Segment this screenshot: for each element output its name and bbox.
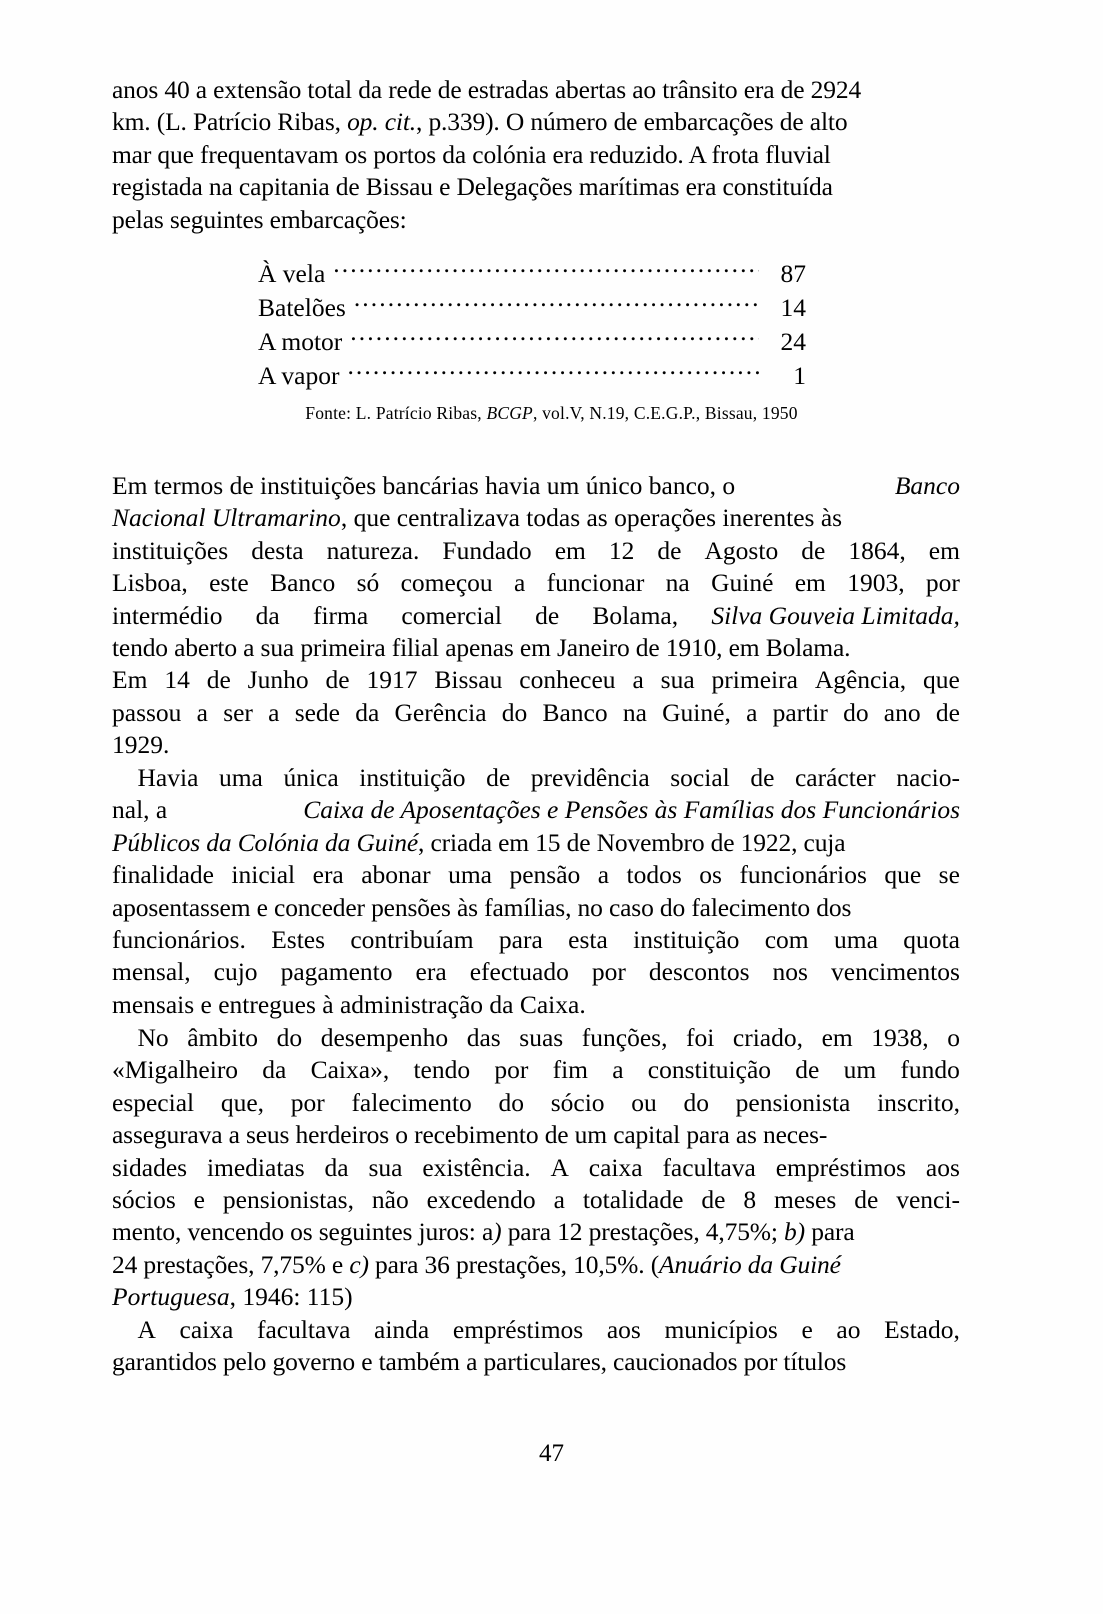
w: pensionista	[735, 1087, 851, 1117]
w: do	[501, 697, 528, 727]
w: falecimento	[351, 1087, 472, 1117]
w: esta	[568, 924, 608, 954]
paragraph-2	[112, 470, 960, 762]
w: era	[415, 957, 447, 987]
w: a	[196, 697, 208, 727]
line-text: nal, a	[112, 795, 174, 825]
vessel-label: A vapor	[258, 360, 340, 390]
w: caixa	[179, 1315, 234, 1344]
vessel-list	[258, 256, 806, 392]
w: passou	[112, 697, 182, 727]
w: desempenho	[320, 1023, 449, 1052]
w: do	[276, 1023, 303, 1052]
w: era	[312, 860, 344, 890]
w: a	[746, 697, 758, 727]
w: um	[843, 1055, 877, 1085]
source-note-prefix: Fonte: L. Patrício Ribas,	[305, 403, 487, 423]
caixa-name-part2: Públicos da Colónia da Guiné	[112, 827, 419, 857]
w: do	[498, 1087, 524, 1117]
paragraph-4-line-3	[112, 1087, 960, 1119]
w: comercial	[401, 600, 502, 630]
w: âmbito	[187, 1023, 259, 1052]
w: sidades	[112, 1152, 188, 1182]
w: em	[554, 535, 586, 565]
list-item	[258, 256, 806, 290]
w: na	[622, 697, 647, 727]
dot-leader	[354, 290, 759, 316]
w: a	[597, 860, 610, 890]
w: previdência	[530, 763, 650, 792]
paragraph-2-line-2	[112, 502, 960, 534]
w: de	[325, 665, 350, 695]
w: não	[371, 1184, 409, 1214]
w: Guiné,	[662, 697, 731, 727]
line-text: mento, vencendo os seguintes juros: a	[112, 1217, 494, 1247]
paragraph-2-line-3	[112, 535, 960, 567]
w: para	[498, 924, 543, 954]
paragraph-1	[112, 74, 960, 236]
w: e	[193, 1184, 205, 1214]
w: Guiné	[711, 568, 774, 598]
source-note-journal: BCGP	[486, 403, 533, 423]
w: da	[355, 697, 380, 727]
w: os	[699, 860, 722, 890]
vessel-count: 14	[780, 292, 806, 322]
vessel-label: À vela	[258, 258, 326, 288]
vessel-label: Batelões	[258, 292, 346, 322]
paragraph-3-line-3	[112, 827, 960, 859]
w: funcionários.	[112, 924, 246, 954]
w: a	[612, 1055, 624, 1085]
w: só	[356, 568, 380, 598]
line-text: Em termos de instituições bancárias havia um único banco, o	[112, 471, 742, 500]
w: mensal,	[112, 957, 191, 987]
paragraph-3-line-1	[112, 762, 960, 794]
w: empréstimos	[452, 1315, 584, 1344]
dot-leader	[333, 256, 759, 282]
w: do	[683, 1087, 709, 1117]
line-text: , p.339). O número de embarcações de alto	[416, 107, 848, 137]
w: pagamento	[280, 957, 393, 987]
paragraph-5-line-2: garantidos pelo governo e também a particulares, caucionados por títulos	[112, 1347, 847, 1377]
w: em	[794, 568, 826, 598]
w: fundo	[900, 1055, 960, 1085]
w: imediatas	[206, 1152, 305, 1182]
clause-marker-b: b)	[784, 1217, 805, 1247]
w: sócios	[112, 1184, 176, 1214]
w: começou	[400, 568, 493, 598]
source-note-suffix: , vol.V, N.19, C.E.G.P., Bissau, 1950	[532, 403, 798, 423]
w: abonar	[361, 860, 431, 890]
w: firma	[312, 600, 369, 630]
w: a	[268, 697, 280, 727]
w: inicial	[231, 860, 296, 890]
w: uma	[833, 924, 878, 954]
w: meses	[773, 1184, 837, 1214]
line-text: 24 prestações, 7,75% e	[112, 1249, 350, 1279]
w: da	[255, 600, 280, 630]
w: Havia	[112, 763, 199, 792]
w: finalidade	[112, 860, 214, 890]
clause-marker-c: c)	[349, 1249, 369, 1279]
w: única	[283, 763, 339, 792]
caixa-name-part1: Caixa de Aposentações e Pensões às Famílias dos Funcionários	[303, 795, 960, 825]
w: «Migalheiro	[112, 1055, 239, 1085]
w: este	[209, 568, 249, 598]
w: funcionários	[739, 860, 867, 890]
w: primeira	[711, 665, 798, 695]
w: Bolama,	[592, 600, 679, 630]
w: suas	[519, 1023, 564, 1052]
w: Bissau	[434, 665, 503, 695]
paragraph-2-line-6: tendo aberto a sua primeira filial apenas em Janeiro de 1910, em Bolama.	[112, 632, 851, 662]
w: sua	[660, 665, 695, 695]
w: foi	[686, 1023, 715, 1052]
w: No	[112, 1023, 169, 1052]
w: de	[795, 1055, 820, 1085]
reference-title-part1: Anuário da Guiné	[659, 1249, 841, 1279]
w: A	[550, 1152, 569, 1182]
w: natureza.	[326, 535, 420, 565]
w: instituições	[112, 535, 229, 565]
w: instituição	[359, 763, 466, 792]
w: ou	[631, 1087, 657, 1117]
w: da	[324, 1152, 349, 1182]
w: Junho	[247, 665, 309, 695]
w: o	[947, 1023, 960, 1052]
paragraph-4-line-6	[112, 1184, 960, 1216]
w: e	[801, 1315, 813, 1344]
w: funcionar	[546, 568, 645, 598]
paragraph-4-line-2	[112, 1054, 960, 1086]
w: de	[535, 600, 560, 630]
w: contribuíam	[350, 924, 474, 954]
w: facultava	[662, 1152, 756, 1182]
w: tendo	[413, 1055, 471, 1085]
w: a	[553, 1184, 565, 1214]
list-item	[258, 358, 806, 392]
w: de	[750, 763, 775, 792]
firm-name: Silva Gouveia Limitada,	[711, 600, 960, 630]
w: em	[821, 1023, 853, 1052]
w: ainda	[374, 1315, 430, 1344]
paragraph-1-line-2	[112, 106, 960, 138]
w: especial	[112, 1087, 195, 1117]
vessel-count: 1	[793, 360, 806, 390]
w: ao	[836, 1315, 861, 1344]
w: 1917	[366, 665, 418, 695]
paragraph-1-line-3: mar que frequentavam os portos da colónia era reduzido. A frota fluvial	[112, 139, 831, 169]
paragraph-2-line-7	[112, 664, 960, 696]
w: caixa	[588, 1152, 643, 1182]
w: instituição	[633, 924, 740, 954]
line-text: km. (L. Patrício Ribas,	[112, 107, 348, 137]
w: por	[290, 1087, 325, 1117]
w: empréstimos	[775, 1152, 907, 1182]
dot-leader	[350, 324, 759, 350]
paragraph-4-line-9	[112, 1281, 960, 1313]
w: 1864,	[848, 535, 906, 565]
w: que,	[220, 1087, 265, 1117]
paragraph-3-line-5: aposentassem e conceder pensões às famílias, no caso do falecimento dos	[112, 892, 852, 922]
w: a	[513, 568, 526, 598]
line-text: , que centralizava todas as operações inerentes às	[340, 503, 843, 533]
paragraph-1-line-4: registada na capitania de Bissau e Delegações marítimas era constituída	[112, 172, 833, 202]
w: A	[112, 1315, 156, 1344]
w: em	[928, 535, 960, 565]
paragraph-3-line-2	[112, 794, 960, 826]
w: Gerência	[394, 697, 487, 727]
w: 1938,	[871, 1023, 929, 1052]
reference-title-part2: Portuguesa	[112, 1282, 230, 1312]
w: Estado,	[884, 1315, 960, 1344]
w: venci-	[896, 1184, 960, 1214]
w: que	[923, 665, 960, 695]
line-text: para 12 prestações, 4,75%;	[501, 1217, 785, 1247]
w: intermédio	[112, 600, 223, 630]
w: por	[494, 1055, 529, 1085]
paragraph-4-line-7	[112, 1216, 960, 1248]
w: Caixa»,	[310, 1055, 390, 1085]
w: das	[466, 1023, 501, 1052]
w: uma	[448, 860, 492, 890]
w: a	[632, 665, 644, 695]
vessel-count: 24	[780, 326, 806, 356]
w: da	[262, 1055, 287, 1085]
page-number: 47	[539, 1440, 564, 1467]
w: vencimentos	[831, 957, 960, 987]
w: que	[884, 860, 922, 890]
paragraph-2-line-1	[112, 470, 960, 502]
paragraph-3-line-7	[112, 956, 960, 988]
w: descontos	[648, 957, 750, 987]
w: de	[206, 665, 231, 695]
w: existência.	[422, 1152, 531, 1182]
paragraph-2-line-5	[112, 600, 960, 632]
clause-marker-a: )	[493, 1217, 502, 1247]
w: conheceu	[519, 665, 616, 695]
w: uma	[218, 763, 263, 792]
w: sócio	[550, 1087, 605, 1117]
w: de	[486, 763, 511, 792]
w: partir	[772, 697, 828, 727]
w: 14	[164, 665, 190, 695]
paragraph-3-line-8: mensais e entregues à administração da Caixa.	[112, 989, 586, 1019]
dot-leader	[347, 358, 759, 384]
w: ano	[883, 697, 921, 727]
w: por	[591, 957, 626, 987]
w: Fundado	[442, 535, 532, 565]
w: Estes	[271, 924, 326, 954]
w: fim	[552, 1055, 588, 1085]
w: de	[935, 697, 960, 727]
w: constituição	[647, 1055, 772, 1085]
w: funções,	[581, 1023, 668, 1052]
w: Banco	[270, 568, 336, 598]
w: com	[764, 924, 809, 954]
paragraph-4	[112, 1022, 960, 1314]
paragraph-3-line-4	[112, 859, 960, 891]
vessel-label: A motor	[258, 326, 343, 356]
w: sua	[368, 1152, 403, 1182]
paragraph-1-line-1: anos 40 a extensão total da rede de estradas abertas ao trânsito era de 2924	[112, 75, 862, 104]
w: de	[801, 535, 826, 565]
w: totalidade	[582, 1184, 684, 1214]
paragraph-5-line-1	[112, 1314, 960, 1346]
w: sede	[294, 697, 340, 727]
w: 12	[608, 535, 635, 565]
w: por	[925, 568, 960, 598]
w: inscrito,	[877, 1087, 960, 1117]
w: 1903,	[847, 568, 905, 598]
w: Agosto	[704, 535, 779, 565]
w: na	[665, 568, 690, 598]
paragraph-4-line-5	[112, 1152, 960, 1184]
w: pensão	[509, 860, 581, 890]
w: nos	[772, 957, 808, 987]
w: do	[843, 697, 869, 727]
w: de	[701, 1184, 726, 1214]
w: efectuado	[469, 957, 569, 987]
w: Lisboa,	[112, 568, 188, 598]
paragraph-2-line-4	[112, 567, 960, 599]
line-text: , criada em 15 de Novembro de 1922, cuja	[418, 827, 846, 857]
w: facultava	[256, 1315, 351, 1344]
citation-op-cit: op. cit.	[347, 107, 416, 137]
paragraph-3	[112, 762, 960, 1021]
w: 8	[743, 1184, 757, 1214]
bank-name-part1: Banco	[894, 471, 960, 500]
w: criado,	[732, 1023, 803, 1052]
w: ser	[223, 697, 253, 727]
line-text: para	[805, 1217, 855, 1247]
w: nacio-	[896, 763, 960, 792]
paragraph-3-line-6	[112, 924, 960, 956]
w: excedendo	[426, 1184, 536, 1214]
w: de	[854, 1184, 879, 1214]
w: desta	[251, 535, 304, 565]
paragraph-2-line-9: 1929.	[112, 730, 170, 760]
w: todos	[626, 860, 682, 890]
source-note	[0, 403, 1103, 424]
paragraph-2-line-8	[112, 697, 960, 729]
w: social	[670, 763, 730, 792]
w: cujo	[213, 957, 258, 987]
firm-name-text: Silva Gouveia Limitada	[711, 600, 954, 630]
paragraph-5	[112, 1314, 960, 1379]
w: aos	[925, 1152, 960, 1182]
w: Agência,	[814, 665, 907, 695]
line-text: para 36 prestações, 10,5%. (	[368, 1249, 660, 1279]
w: carácter	[794, 763, 876, 792]
w: se	[938, 860, 960, 890]
paragraph-1-line-5: pelas seguintes embarcações:	[112, 204, 407, 234]
w: Banco	[542, 697, 608, 727]
vessel-count: 87	[780, 258, 806, 288]
w: municípios	[664, 1315, 778, 1344]
w: de	[657, 535, 682, 565]
list-item	[258, 324, 806, 358]
paragraph-4-line-4: assegurava a seus herdeiros o recebimento de um capital para as neces-	[112, 1120, 828, 1150]
bank-name-part2: Nacional Ultramarino	[112, 503, 341, 533]
paragraph-4-line-8	[112, 1249, 960, 1281]
paragraph-4-line-1	[112, 1022, 960, 1054]
line-text: , 1946: 115)	[229, 1282, 353, 1312]
list-item	[258, 290, 806, 324]
w: aos	[606, 1315, 641, 1344]
w: quota	[903, 924, 960, 954]
w: pensionistas,	[222, 1184, 354, 1214]
w: Em	[112, 665, 148, 695]
